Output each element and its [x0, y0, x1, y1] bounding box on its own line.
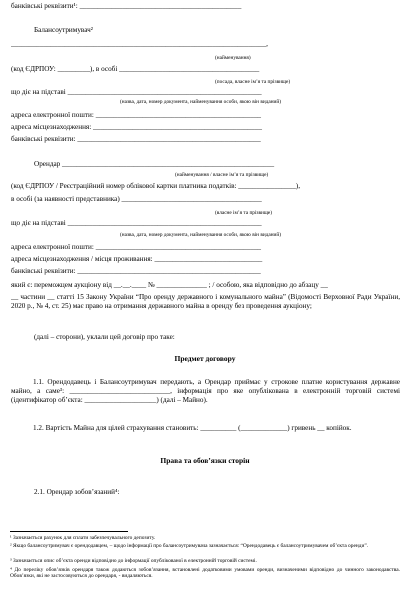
address-line-2: адреса місцезнаходження / місця проживання: ______________________________	[11, 255, 263, 263]
footnote-2: ² Якщо балансоутримувач є орендодавцем, – щодо інформації про балансоутримувача зазначається: “Орендодавець є балансоутримувачем об’єкта оренди”.	[10, 543, 369, 549]
caption-document-2: (назва, дата, номер документа, найменування особи, якою він виданий)	[120, 232, 281, 238]
heading-subject: Предмет договору	[174, 354, 236, 363]
address-line-1: адреса місцезнаходження: _______________________________________________	[11, 123, 262, 131]
caption-document-1: (назва, дата, номер документа, найменування особи, якою він виданий)	[120, 99, 281, 105]
balance-holder-label: Балансоутримувач²	[34, 26, 93, 34]
parties-line: (далі – сторони), уклали цей договір про таке:	[34, 333, 175, 341]
law-paragraph: __ частини __ статті 15 Закону України “Про оренду державного і комунального майна” (Відомості Верховної Ради України, 2020 р., № 4, ст. 25) має право на отримання державного майна в оренду без проведення аукціону;	[11, 293, 400, 310]
bank-details-line-3: банківські реквізити: ___________________________________________________	[11, 267, 261, 275]
caption-representative: (власне ім’я та прізвище)	[215, 210, 273, 216]
footnote-3: ³ Зазначається опис об’єкта оренди відповідно до інформації опублікованої в електронній торговій системі.	[10, 558, 257, 564]
bank-details-line-2: банківські реквізити: ___________________________________________________	[11, 135, 261, 143]
representative-line: в особі (за наявності представника) _______________________________________	[11, 195, 262, 203]
tenant-code-line: (код ЄДРПОУ / Реєстраційний номер облікової картки платника податків: ________________),	[11, 182, 300, 190]
balance-holder-blank: _______________________________________________________________________,	[11, 40, 268, 48]
email-line-2: адреса електронної пошти: ______________________________________________	[11, 243, 262, 251]
auction-line: який є: переможцем аукціону від __.__.____ № ______________ ; / особою, яка відповідно до абзацу __	[11, 281, 328, 289]
footnote-1: ¹ Зазначається рахунок для сплати забезпечувального депозиту.	[10, 535, 156, 541]
footnote-separator	[10, 531, 128, 532]
clause-1-2: 1.2. Вартість Майна для цілей страхування становить: __________ (_____________) гривень __ копійок.	[33, 424, 352, 432]
footnote-4: ⁴ До переліку обов’язків орендаря також додаються зобов’язання, встановлені додатковими умовами оренди, визначеними відповідно до чинного законодавства. Обов’язки, які не застосовуються до орендаря, - видаляються.	[10, 567, 400, 580]
caption-name: (найменування)	[215, 55, 251, 61]
heading-rights: Права та обов’язки сторін	[160, 456, 250, 465]
tenant-label: Орендар ___________________________________________________________	[34, 160, 275, 168]
clause-1-1: 1.1. Орендодавець і Балансоутримувач передають, а Орендар приймає у строкове платне користування державне майно, а саме³: ____________________________, інформація про яке опублікована в електронній торговій системі (ідентифікатор об’єкта: ____________________) (далі – Майно).	[11, 378, 400, 404]
email-line-1: адреса електронної пошти: ______________________________________________	[11, 111, 262, 119]
caption-tenant-name: (найменування / власне ім’я та прізвище)	[175, 172, 269, 178]
clause-2-1: 2.1. Орендар зобов’язаний⁴:	[34, 488, 120, 496]
basis-line-1: що діє на підставі ______________________________________________________	[11, 88, 262, 96]
bank-details-line-1: банківські реквізити¹: _____________________________________________	[11, 2, 242, 10]
edrpou-line-1: (код ЄДРПОУ: _________), в особі _______________________________________	[11, 65, 260, 73]
caption-position: (посада, власне ім’я та прізвище)	[215, 79, 291, 85]
basis-line-2: що діє на підставі ______________________________________________________	[11, 219, 262, 227]
